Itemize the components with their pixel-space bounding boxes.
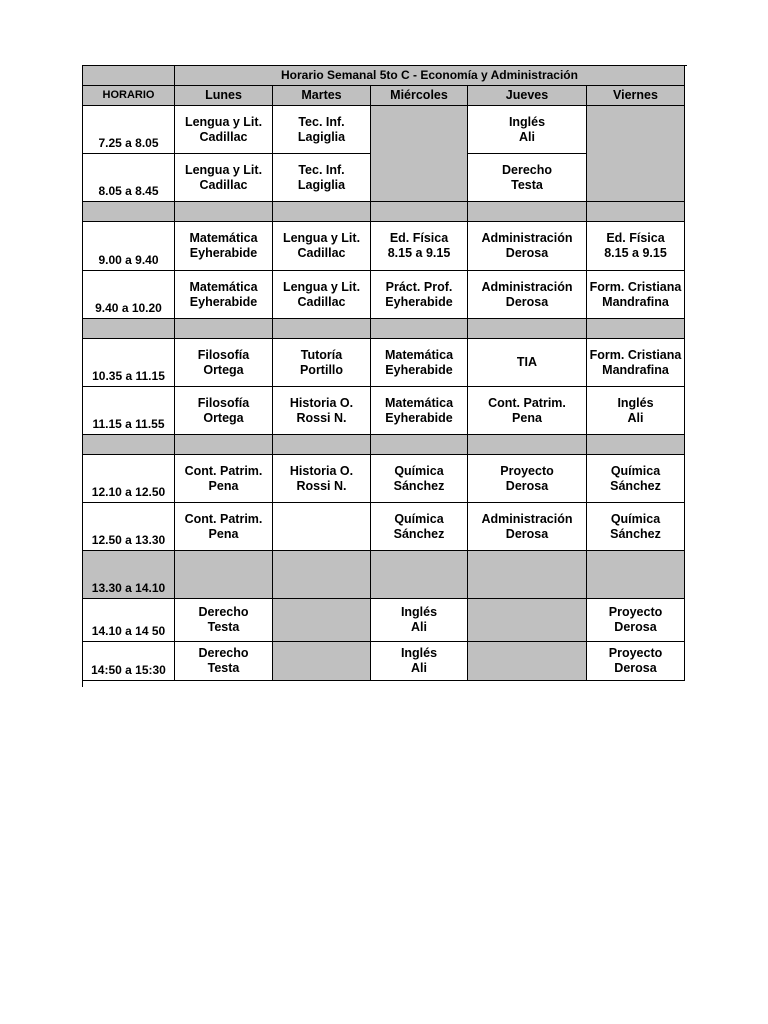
class-cell: Química Sánchez <box>587 455 685 503</box>
header-horario: HORARIO <box>83 86 175 106</box>
class-cell: Historia O. Rossi N. <box>273 455 371 503</box>
empty-cell <box>468 642 587 681</box>
time-slot: 9.40 a 10.20 <box>83 271 175 319</box>
class-cell: Tec. Inf. Lagiglia <box>273 106 371 154</box>
time-slot: 14:50 a 15:30 <box>83 642 175 681</box>
time-slot: 12.10 a 12.50 <box>83 455 175 503</box>
break-cell <box>273 435 371 455</box>
break-cell <box>468 202 587 222</box>
class-cell: Ed. Física 8.15 a 9.15 <box>587 222 685 271</box>
break-cell <box>468 319 587 339</box>
time-slot: 13.30 a 14.10 <box>83 551 175 599</box>
header-lunes: Lunes <box>175 86 273 106</box>
time-slot: 8.05 a 8.45 <box>83 154 175 202</box>
empty-cell <box>371 106 468 202</box>
class-cell: Inglés Ali <box>371 642 468 681</box>
schedule-title: Horario Semanal 5to C - Economía y Administración <box>175 66 685 86</box>
class-cell: Form. Cristiana Mandrafina <box>587 271 685 319</box>
time-slot: 12.50 a 13.30 <box>83 503 175 551</box>
break-cell <box>371 202 468 222</box>
break-cell <box>273 202 371 222</box>
class-cell: Matemática Eyherabide <box>371 387 468 435</box>
class-cell: Administración Derosa <box>468 271 587 319</box>
class-cell: Administración Derosa <box>468 503 587 551</box>
class-cell: Matemática Eyherabide <box>175 222 273 271</box>
break-cell <box>371 435 468 455</box>
class-cell: Derecho Testa <box>175 642 273 681</box>
break-cell <box>273 319 371 339</box>
corner-cell <box>83 66 175 86</box>
empty-cell <box>273 642 371 681</box>
header-viernes: Viernes <box>587 86 685 106</box>
header-miercoles: Miércoles <box>371 86 468 106</box>
empty-cell <box>587 106 685 202</box>
class-cell: Filosofía Ortega <box>175 339 273 387</box>
time-slot: 7.25 a 8.05 <box>83 106 175 154</box>
header-jueves: Jueves <box>468 86 587 106</box>
break-cell <box>468 435 587 455</box>
class-cell: Tec. Inf. Lagiglia <box>273 154 371 202</box>
class-cell: Cont. Patrim. Pena <box>175 455 273 503</box>
break-cell <box>587 202 685 222</box>
class-cell: Proyecto Derosa <box>587 599 685 642</box>
class-cell: Inglés Ali <box>587 387 685 435</box>
class-cell: Inglés Ali <box>371 599 468 642</box>
time-slot: 9.00 a 9.40 <box>83 222 175 271</box>
break-cell <box>587 435 685 455</box>
break-cell <box>83 435 175 455</box>
break-cell <box>371 551 468 599</box>
class-cell: Proyecto Derosa <box>587 642 685 681</box>
class-cell: Química Sánchez <box>587 503 685 551</box>
class-cell: Práct. Prof. Eyherabide <box>371 271 468 319</box>
class-cell: Ed. Física 8.15 a 9.15 <box>371 222 468 271</box>
schedule-table <box>82 65 687 687</box>
class-cell: Administración Derosa <box>468 222 587 271</box>
class-cell: Cont. Patrim. Pena <box>468 387 587 435</box>
class-cell: Lengua y Lit. Cadillac <box>175 106 273 154</box>
class-cell: Inglés Ali <box>468 106 587 154</box>
break-cell <box>175 435 273 455</box>
break-cell <box>371 319 468 339</box>
break-cell <box>175 551 273 599</box>
time-slot: 10.35 a 11.15 <box>83 339 175 387</box>
break-cell <box>83 202 175 222</box>
break-cell <box>468 551 587 599</box>
break-cell <box>83 319 175 339</box>
time-slot: 11.15 a 11.55 <box>83 387 175 435</box>
class-cell: Química Sánchez <box>371 503 468 551</box>
time-slot: 14.10 a 14 50 <box>83 599 175 642</box>
class-cell: Derecho Testa <box>175 599 273 642</box>
class-cell: Filosofía Ortega <box>175 387 273 435</box>
empty-cell <box>273 599 371 642</box>
class-cell: Lengua y Lit. Cadillac <box>273 222 371 271</box>
class-cell: Lengua y Lit. Cadillac <box>175 154 273 202</box>
break-cell <box>587 551 685 599</box>
class-cell: Cont. Patrim. Pena <box>175 503 273 551</box>
break-cell <box>175 319 273 339</box>
class-cell: Matemática Eyherabide <box>371 339 468 387</box>
class-cell: Derecho Testa <box>468 154 587 202</box>
break-cell <box>175 202 273 222</box>
class-cell: TIA <box>468 339 587 387</box>
class-cell: Historia O. Rossi N. <box>273 387 371 435</box>
empty-cell <box>468 599 587 642</box>
header-martes: Martes <box>273 86 371 106</box>
class-cell: Matemática Eyherabide <box>175 271 273 319</box>
class-cell: Química Sánchez <box>371 455 468 503</box>
class-cell: Form. Cristiana Mandrafina <box>587 339 685 387</box>
empty-cell <box>273 503 371 551</box>
break-cell <box>273 551 371 599</box>
class-cell: Lengua y Lit. Cadillac <box>273 271 371 319</box>
class-cell: Tutoría Portillo <box>273 339 371 387</box>
class-cell: Proyecto Derosa <box>468 455 587 503</box>
break-cell <box>587 319 685 339</box>
